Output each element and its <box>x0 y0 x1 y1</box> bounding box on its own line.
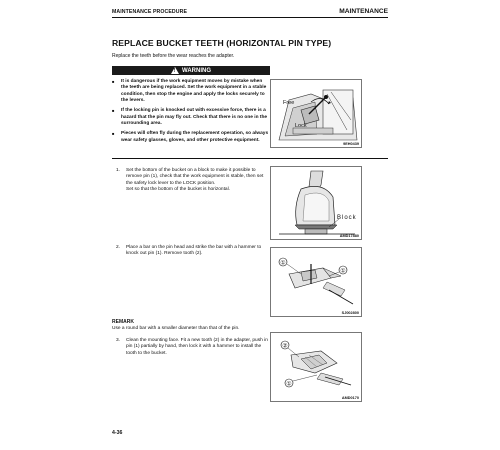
callout-pin-1: ① <box>280 260 286 267</box>
running-header-chapter: MAINTENANCE <box>339 8 388 15</box>
warning-item: ■ If the locking pin is knocked out with excessive force, there is a hazard that the pin may fly out. Check that there is no one in the surrounding area. <box>112 108 270 127</box>
step-text: Set the bottom of the bucket on a block to make it possible to remove pin (1), check that the work equipment is stable, then set the safety lock lever to the LOCK position. <box>126 168 264 186</box>
block-label: Block <box>337 215 357 221</box>
warning-icon <box>171 67 179 74</box>
section-divider <box>112 158 388 159</box>
warning-list <box>112 79 270 148</box>
remark-heading: REMARK <box>112 319 134 325</box>
callout-pin: ① <box>286 381 292 388</box>
callout-tooth: ② <box>282 343 288 350</box>
lever-label-lock: Lock <box>295 123 307 129</box>
page-number: 4-36 <box>112 430 123 436</box>
figure-code: SJ002800 <box>341 311 359 315</box>
figure-code: AMD0170 <box>341 396 359 400</box>
page-title: REPLACE BUCKET TEETH (HORIZONTAL PIN TYPE) <box>112 38 332 48</box>
step-3 <box>116 338 268 357</box>
step-note: Set so that the bottom of the bucket is horizontal. <box>126 186 230 192</box>
intro-text: Replace the teeth before the wear reaches the adapter. <box>112 53 235 59</box>
warning-label: WARNING <box>182 67 211 74</box>
lock-lever-illustration <box>271 80 361 147</box>
step-2 <box>116 245 268 258</box>
step-number: 3. <box>116 338 121 343</box>
remark-text: Use a round bar with a smaller diameter than that of the pin. <box>112 326 240 331</box>
knock-out-pin-illustration <box>271 248 361 316</box>
warning-item: ■ It is dangerous if the work equipment moves by mistake when the teeth are being replaced. Set the work equipment in a stable condition, then stop the engine and apply the locks securely to the levers. <box>112 79 270 105</box>
header-rule <box>112 17 388 18</box>
step-text: Clean the mounting face. Fit a new tooth (2) in the adapter, push in pin (1) partially by hand, then lock it with a hammer to install the tooth to the bucket. <box>126 338 268 356</box>
figure-knock-out-pin <box>270 247 362 317</box>
callout-pin-2: ① <box>340 268 346 275</box>
step-text: Place a bar on the pin head and strike the bar with a hammer to knock out pin (1). Remove tooth (2). <box>126 245 262 257</box>
figure-code: 9EH0439 <box>343 142 359 146</box>
step-number: 1. <box>116 168 121 173</box>
step-1 <box>116 168 268 193</box>
figure-install-tooth <box>270 332 362 402</box>
step-number: 2. <box>116 245 121 250</box>
lever-label-free: Free <box>283 100 295 106</box>
warning-banner <box>112 66 270 75</box>
install-tooth-illustration <box>271 333 361 401</box>
figure-code: AMD17880 <box>339 234 359 238</box>
figure-lock-lever <box>270 79 362 148</box>
warning-item: ■ Pieces will often fly during the replacement operation, so always wear safety glasses, gloves, and other protective equipment. <box>112 131 270 144</box>
running-header-section: MAINTENANCE PROCEDURE <box>112 9 188 15</box>
figure-bucket-on-block <box>270 166 362 240</box>
bucket-block-illustration <box>271 167 361 239</box>
